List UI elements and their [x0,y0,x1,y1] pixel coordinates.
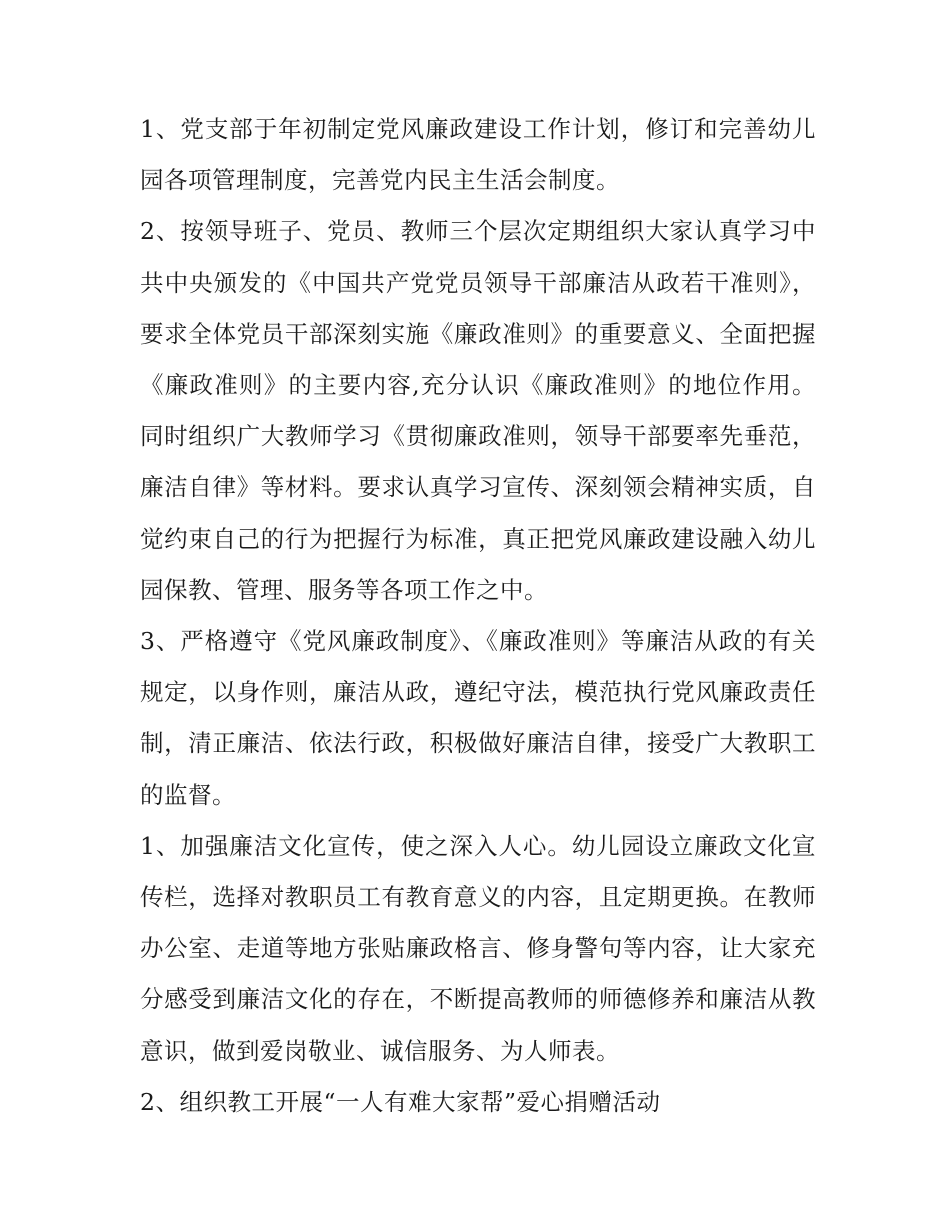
paragraph-2: 2、按领导班子、党员、教师三个层次定期组织大家认真学习中共中央颁发的《中国共产党党员领导干部廉洁从政若干准则》，要求全体党员干部深刻实施《廉政准则》的重要意义、全面把握《廉政准则》的主要内容,充分认识《廉政准则》的地位作用。同时组织广大教师学习《贯彻廉政准则，领导干部要率先垂范，廉洁自律》等材料。要求认真学习宣传、深刻领会精神实质，自觉约束自己的行为把握行为标准，真正把党风廉政建设融入幼儿园保教、管理、服务等各项工作之中。 [140,217,816,604]
paragraph-4: 1、加强廉洁文化宣传，使之深入人心。幼儿园设立廉政文化宣传栏，选择对教职员工有教育意义的内容，且定期更换。在教师办公室、走道等地方张贴廉政格言、修身警句等内容，让大家充分感受到廉洁文化的存在，不断提高教师的师德修养和廉洁从教意识，做到爱岗敬业、诚信服务、为人师表。 [140,831,816,1065]
paragraph-5: 2、组织教工开展“一人有难大家帮”爱心捐赠活动 [140,1087,661,1116]
paragraph-3: 3、严格遵守《党风廉政制度》、《廉政准则》等廉洁从政的有关规定，以身作则，廉洁从政，遵纪守法，模范执行党风廉政责任制，清正廉洁、依法行政，积极做好廉洁自律，接受广大教职工的监督。 [140,627,816,809]
paragraph-1: 1、党支部于年初制定党风廉政建设工作计划，修订和完善幼儿园各项管理制度，完善党内民主生活会制度。 [140,115,816,195]
document-body [140,104,816,1128]
